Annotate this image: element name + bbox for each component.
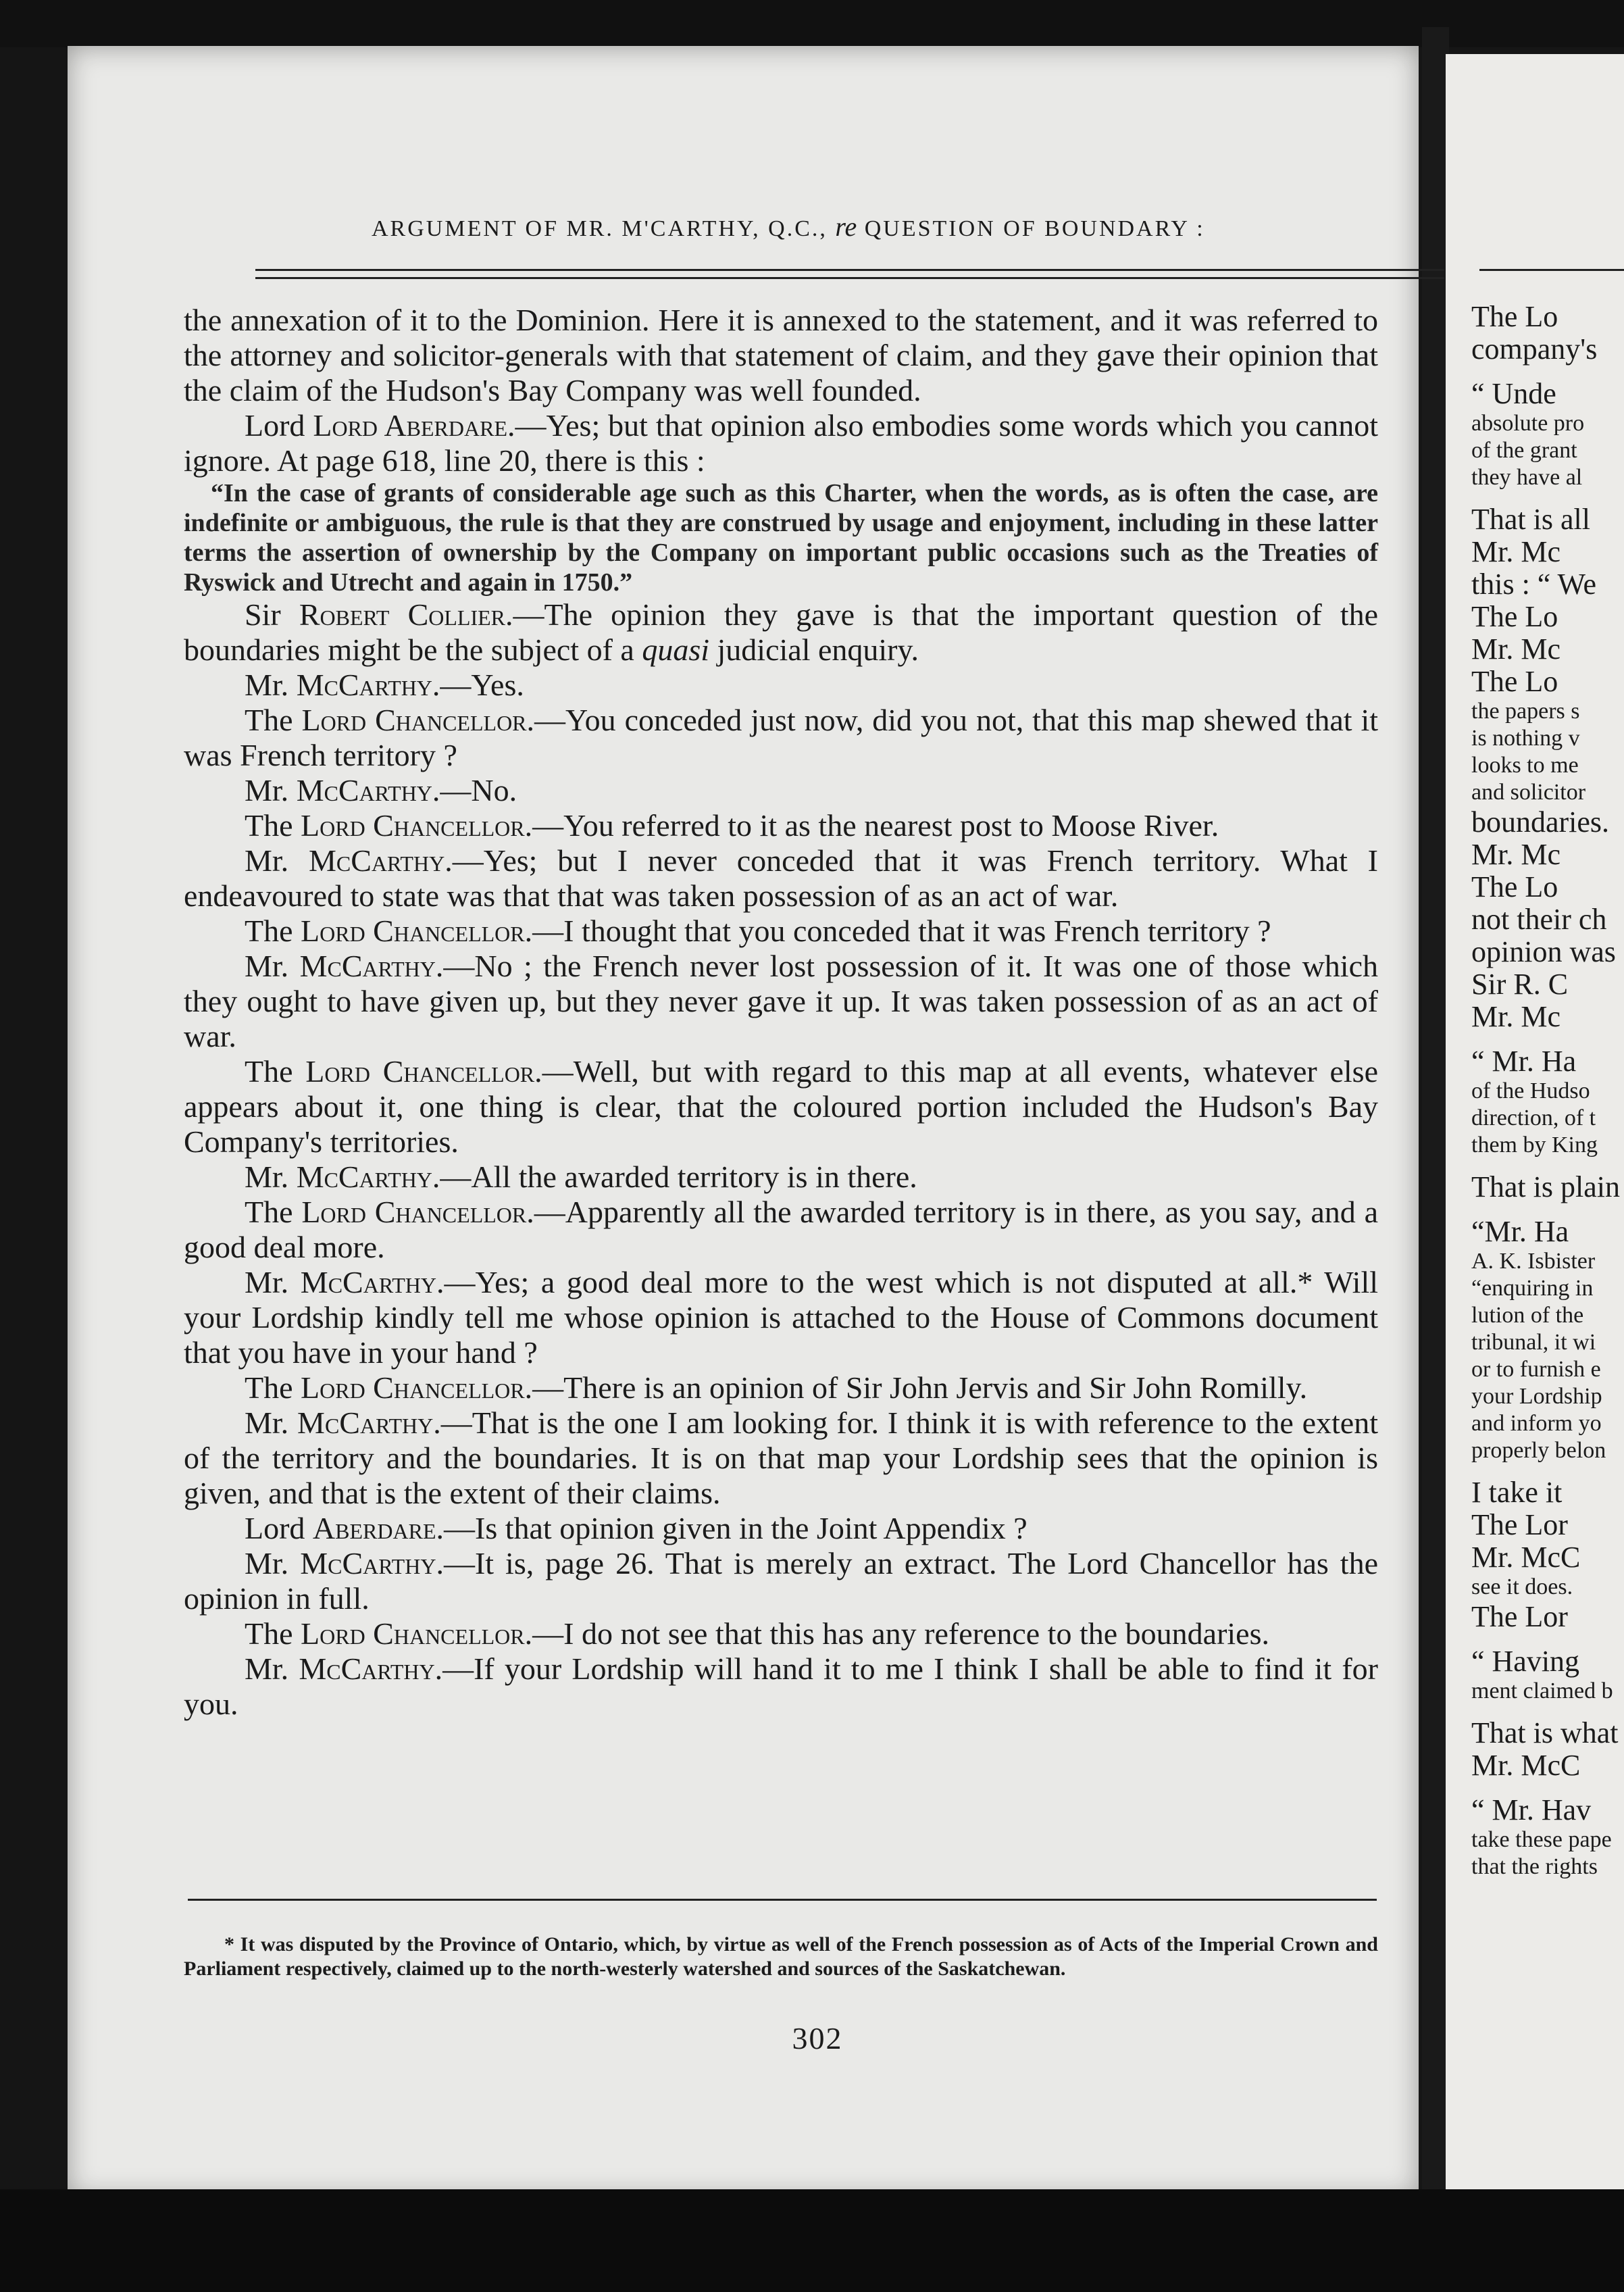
right-page-line: The Lor bbox=[1471, 1600, 1568, 1633]
right-spacer bbox=[1471, 1159, 1624, 1171]
right-page-line: Mr. McC bbox=[1471, 1749, 1581, 1782]
right-page-line: Sir R. C bbox=[1471, 968, 1569, 1001]
right-header-rule bbox=[1479, 269, 1624, 271]
running-head bbox=[372, 211, 1317, 243]
running-head-after: QUESTION OF BOUNDARY : bbox=[864, 216, 1205, 241]
speech-paragraph: Mr. McCarthy.—Yes; but I never conceded that it was French territory. What I endeavoured to state was that that was taken possession of as an act of war. bbox=[184, 843, 1378, 913]
speaker-name: McCarthy bbox=[296, 1160, 432, 1194]
speech-paragraph: Mr. McCarthy.—No. bbox=[245, 773, 517, 807]
footnote-rule bbox=[188, 1899, 1377, 1901]
right-page-line: “ Mr. Hav bbox=[1471, 1793, 1592, 1826]
right-page-fragment bbox=[1446, 54, 1624, 2196]
speech-paragraph: Sir Robert Collier.—The opinion they gave is that the important question of the boundaries might be the subject of a quasi judicial enquiry. bbox=[184, 597, 1378, 667]
speech-paragraph: The Lord Chancellor.—I thought that you conceded that it was French territory ? bbox=[245, 914, 1271, 948]
right-page-line: “ Unde bbox=[1471, 377, 1556, 410]
right-spacer bbox=[1471, 1633, 1624, 1645]
block-quote: “In the case of grants of considerable age such as this Charter, when the words, as is often the case, are indefinite or ambiguous, the rule is that they are construed by usage and enjoyment, including in these latter terms the assertion of ownership by the Company on important public occasions such as the Treaties of Ryswick and Utrecht and again in 1750.” bbox=[184, 479, 1378, 597]
speech-paragraph: Mr. McCarthy.—If your Lordship will hand it to me I think I shall be able to find it for you. bbox=[184, 1651, 1378, 1721]
speaker-name: McCarthy bbox=[300, 1546, 436, 1580]
speaker-name: Lord Chancellor bbox=[301, 1616, 525, 1651]
footnote: * It was disputed by the Province of Ontario, which, by virtue as well of the French possession as of Acts of the Imperial Crown and Parliament respectively, claimed up to the north-westerly watershed and sources of the Saskatchewan. bbox=[184, 1933, 1378, 1980]
right-page-line: and inform yo bbox=[1471, 1411, 1602, 1436]
right-page-line: That is what bbox=[1471, 1716, 1619, 1749]
right-spacer bbox=[1471, 1705, 1624, 1717]
speaker-name: Lord Chancellor bbox=[301, 1195, 527, 1229]
right-page-line: “ Having bbox=[1471, 1645, 1580, 1678]
right-page-line: of the Hudso bbox=[1471, 1078, 1590, 1103]
opening-paragraph: the annexation of it to the Dominion. Here it is annexed to the statement, and it was referred to the attorney and solicitor-generals with that statement of claim, and they gave their opinion that the claim of the Hudson's Bay Company was well founded. bbox=[184, 303, 1378, 407]
right-page-line: direction, of t bbox=[1471, 1105, 1596, 1130]
speech-paragraph: Mr. McCarthy.—That is the one I am looking for. I think it is with reference to the extent of the territory and the boundaries. It is on that map your Lordship sees that the opinion is given, and that is the extent of their claims. bbox=[184, 1405, 1378, 1510]
right-page-line: “ Mr. Ha bbox=[1471, 1045, 1577, 1078]
right-page-line: absolute pro bbox=[1471, 411, 1585, 436]
right-page-text bbox=[1471, 301, 1624, 1880]
right-page-line: Mr. Mc bbox=[1471, 632, 1560, 666]
right-page-line: Mr. Mc bbox=[1471, 535, 1560, 568]
right-page-line: your Lordship bbox=[1471, 1384, 1602, 1409]
running-head-before: ARGUMENT OF MR. M'CARTHY, Q.C., bbox=[372, 216, 828, 241]
speaker-name: McCarthy bbox=[299, 949, 436, 983]
speech-paragraph: Mr. McCarthy.—It is, page 26. That is merely an extract. The Lord Chancellor has the opinion in full. bbox=[184, 1546, 1379, 1616]
right-page-line: the papers s bbox=[1471, 699, 1580, 724]
speaker-name: Lord Chancellor bbox=[301, 1370, 525, 1405]
speech-paragraph: Mr. McCarthy.—No ; the French never lost possession of it. It was one of those which they ought to have given up, but they never gave it up. It was taken possession of as an act of war. bbox=[184, 949, 1378, 1053]
right-spacer bbox=[1471, 1464, 1624, 1476]
right-page-line: A. K. Isbister bbox=[1471, 1249, 1596, 1274]
header-rule-top bbox=[255, 269, 1444, 271]
right-spacer bbox=[1471, 1203, 1624, 1216]
speaker-name: McCarthy bbox=[297, 1405, 434, 1440]
speech-paragraph: Mr. McCarthy.—Yes; a good deal more to the west which is not disputed at all.* Will your Lordship kindly tell me whose opinion is attached to the House of Commons document that you have in your hand ? bbox=[184, 1265, 1379, 1370]
right-page-line: or to furnish e bbox=[1471, 1357, 1601, 1382]
right-page-line: The Lo bbox=[1471, 300, 1558, 333]
right-page-line: The Lo bbox=[1471, 665, 1558, 698]
right-page-line: is nothing v bbox=[1471, 726, 1580, 751]
speech-text: Yes; but that opinion also embodies some words which you cannot ignore. At page 618, line 20, there is this : bbox=[184, 408, 1379, 478]
right-page-line: The Lor bbox=[1471, 1508, 1568, 1541]
right-spacer bbox=[1471, 366, 1624, 378]
right-page-line: Mr. Mc bbox=[1471, 838, 1560, 871]
right-page-line: That is plain bbox=[1471, 1170, 1620, 1203]
right-page-line: and solicitor bbox=[1471, 780, 1586, 805]
right-page-line: not their ch bbox=[1471, 903, 1607, 936]
speaker-name: McCarthy bbox=[296, 773, 432, 807]
speaker-name: McCarthy bbox=[300, 1265, 437, 1299]
right-page-line: properly belon bbox=[1471, 1438, 1606, 1463]
right-spacer bbox=[1471, 1033, 1624, 1045]
right-page-line: see it does. bbox=[1471, 1574, 1573, 1599]
speaker-name: Lord Chancellor bbox=[301, 703, 527, 737]
italic-term: quasi bbox=[642, 632, 710, 667]
scan-top-border bbox=[0, 0, 1624, 47]
speaker-name: Lord Aberdare bbox=[313, 408, 508, 443]
right-page-line: opinion was bbox=[1471, 935, 1616, 968]
page-gutter bbox=[1422, 27, 1449, 2210]
scan-bottom-border bbox=[0, 2189, 1624, 2292]
speech-paragraph: Lord Lord Aberdare.—Yes; but that opinion also embodies some words which you cannot ignore. At page 618, line 20, there is this : bbox=[184, 408, 1379, 478]
right-page-line: Mr. McC bbox=[1471, 1541, 1581, 1574]
right-page-line: Mr. Mc bbox=[1471, 1000, 1560, 1033]
speaker-name: Aberdare bbox=[312, 1511, 436, 1545]
speaker-name: Robert Collier bbox=[299, 597, 506, 632]
speech-paragraph: The Lord Chancellor.—Well, but with regard to this map at all events, whatever else appears about it, one thing is clear, that the coloured portion included the Hudson's Bay Company's territories. bbox=[184, 1054, 1378, 1159]
speech-paragraph: The Lord Chancellor.—Apparently all the awarded territory is in there, as you say, and a good deal more. bbox=[184, 1195, 1378, 1264]
speaker-name: McCarthy bbox=[296, 668, 432, 702]
speech-paragraph: The Lord Chancellor.—I do not see that this has any reference to the boundaries. bbox=[245, 1616, 1269, 1651]
scan-left-edge bbox=[0, 0, 68, 2292]
running-head-re: re bbox=[835, 211, 857, 242]
speech-paragraph: Lord Aberdare.—Is that opinion given in the Joint Appendix ? bbox=[245, 1511, 1027, 1545]
right-page-line: ment claimed b bbox=[1471, 1678, 1613, 1703]
right-page-line: The Lo bbox=[1471, 870, 1558, 903]
right-spacer bbox=[1471, 1782, 1624, 1794]
speech-paragraph: The Lord Chancellor.—There is an opinion of Sir John Jervis and Sir John Romilly. bbox=[245, 1370, 1308, 1405]
right-spacer bbox=[1471, 491, 1624, 503]
right-page-line: “Mr. Ha bbox=[1471, 1215, 1569, 1248]
speaker-name: Lord Chancellor bbox=[301, 914, 525, 948]
page-number: 302 bbox=[792, 2021, 843, 2056]
right-page-line: they have al bbox=[1471, 465, 1583, 490]
right-page-line: tribunal, it wi bbox=[1471, 1330, 1596, 1355]
speaker-name: McCarthy bbox=[308, 843, 445, 878]
speaker-name: Lord Chancellor bbox=[301, 808, 525, 843]
body-text bbox=[184, 303, 1378, 1722]
right-page-line: boundaries. bbox=[1471, 805, 1610, 839]
header-rule-bottom bbox=[255, 277, 1444, 279]
right-page-line: them by King bbox=[1471, 1132, 1598, 1157]
speech-paragraph: Mr. McCarthy.—Yes. bbox=[245, 668, 524, 702]
right-page-line: take these pape bbox=[1471, 1827, 1612, 1852]
right-page-line: lution of the bbox=[1471, 1303, 1584, 1328]
right-page-line: this : “ We bbox=[1471, 568, 1597, 601]
right-page-line: That is all bbox=[1471, 503, 1590, 536]
speaker-name: Lord Chancellor bbox=[305, 1054, 535, 1089]
speaker-name: McCarthy bbox=[299, 1651, 435, 1686]
right-page-line: that the rights bbox=[1471, 1854, 1598, 1879]
speech-paragraph: Mr. McCarthy.—All the awarded territory is in there. bbox=[245, 1160, 917, 1194]
right-page-line: I take it bbox=[1471, 1476, 1563, 1509]
speech-paragraph: The Lord Chancellor.—You referred to it as the nearest post to Moose River. bbox=[245, 808, 1219, 843]
right-page-line: of the grant bbox=[1471, 438, 1577, 463]
right-page-line: looks to me bbox=[1471, 753, 1579, 778]
right-page-line: “enquiring in bbox=[1471, 1276, 1594, 1301]
right-page-line: company's bbox=[1471, 332, 1598, 366]
right-page-line: The Lo bbox=[1471, 600, 1558, 633]
speech-paragraph: The Lord Chancellor.—You conceded just now, did you not, that this map shewed that it was French territory ? bbox=[184, 703, 1379, 772]
